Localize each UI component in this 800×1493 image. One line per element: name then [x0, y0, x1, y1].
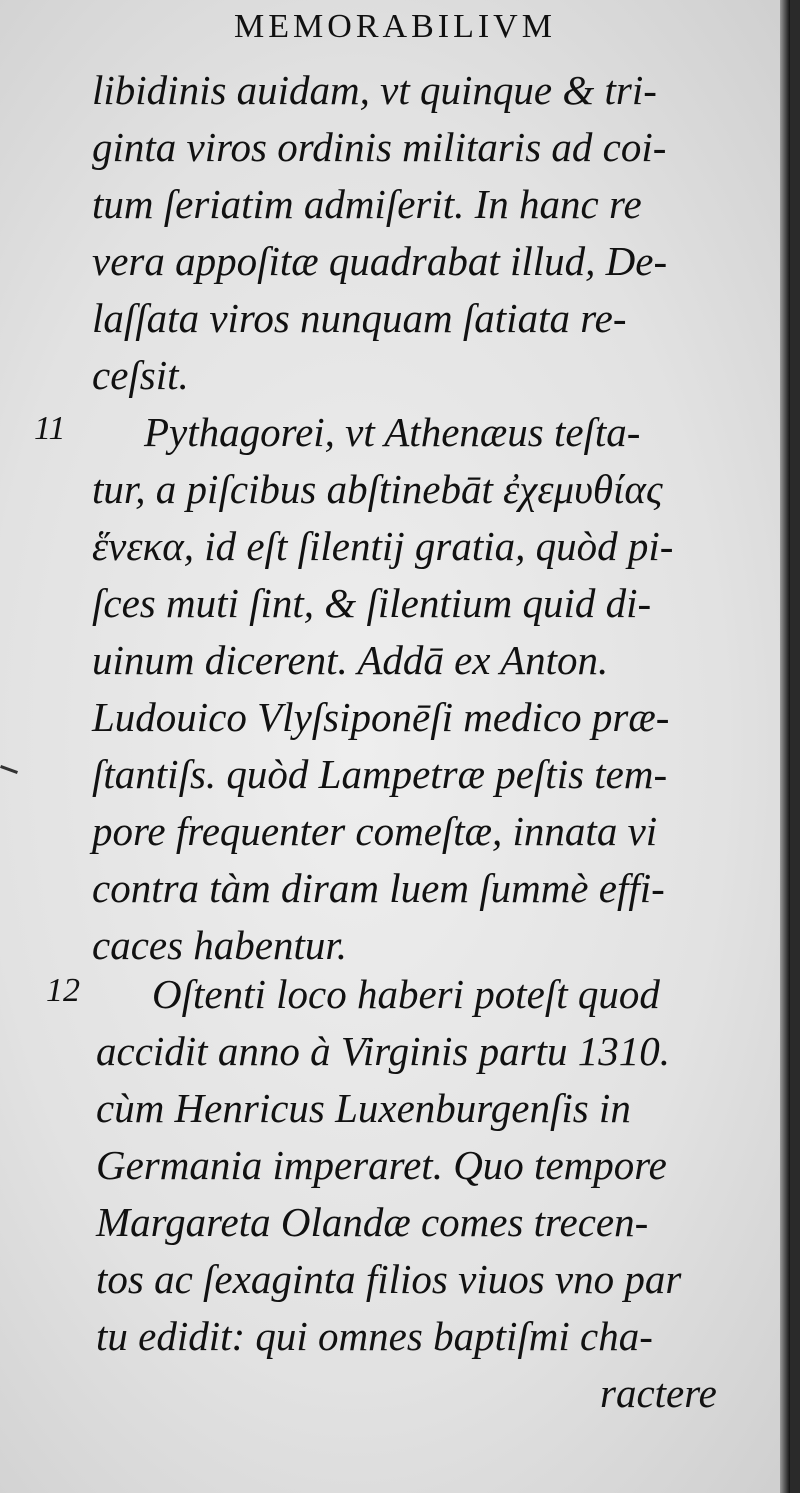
- text-line: Oſtenti loco haberi poteſt quod: [152, 971, 660, 1017]
- text-line: contra tàm diram luem ſummè effi-: [92, 865, 665, 911]
- text-line: Ludouico Vlyſsiponēſi medico præ-: [92, 694, 670, 740]
- entry-number: 11: [34, 410, 66, 447]
- text-line: ceſsit.: [92, 352, 189, 398]
- margin-mark: [0, 765, 18, 774]
- page-edge: [780, 0, 790, 1493]
- text-line: libidinis auidam, vt quinque & tri-: [92, 67, 657, 113]
- text-line: tos ac ſexaginta filios viuos vno par: [96, 1256, 682, 1302]
- text-line: tu edidit: qui omnes baptiſmi cha-: [96, 1313, 653, 1359]
- text-line: ſces muti ſint, & ſilentium quid di-: [92, 580, 652, 626]
- running-head: MEMORABILIVM: [234, 8, 556, 45]
- text-line: laſſata viros nunquam ſatiata re-: [92, 295, 627, 341]
- text-line: cùm Henricus Luxenburgenſis in: [96, 1085, 631, 1131]
- text-line: caces habentur.: [92, 922, 348, 968]
- text-line: uinum dicerent. Addā ex Anton.: [92, 637, 609, 683]
- text-line: accidit anno à Virginis partu 1310.: [96, 1028, 670, 1074]
- text-line: pore frequenter comeſtæ, innata vi: [92, 808, 658, 854]
- text-line: vera appoſitæ quadrabat illud, De-: [92, 238, 668, 284]
- text-line: ſtantiſs. quòd Lampetræ peſtis tem-: [92, 751, 668, 797]
- text-line: Pythagorei, vt Athenæus teſta-: [144, 409, 641, 455]
- text-line: tum ſeriatim admiſerit. In hanc re: [92, 181, 642, 227]
- text-line: ginta viros ordinis militaris ad coi-: [92, 124, 667, 170]
- text-line: tur, a piſcibus abſtinebāt ἐχεμυθίας: [92, 466, 663, 512]
- text-line: ἕνεκα, id eſt ſilentij gratia, quòd pi-: [92, 523, 674, 569]
- text-line: Margareta Olandæ comes trecen-: [96, 1199, 649, 1245]
- text-line: Germania imperaret. Quo tempore: [96, 1142, 667, 1188]
- entry-number: 12: [46, 972, 80, 1009]
- catchword: ractere: [600, 1370, 717, 1416]
